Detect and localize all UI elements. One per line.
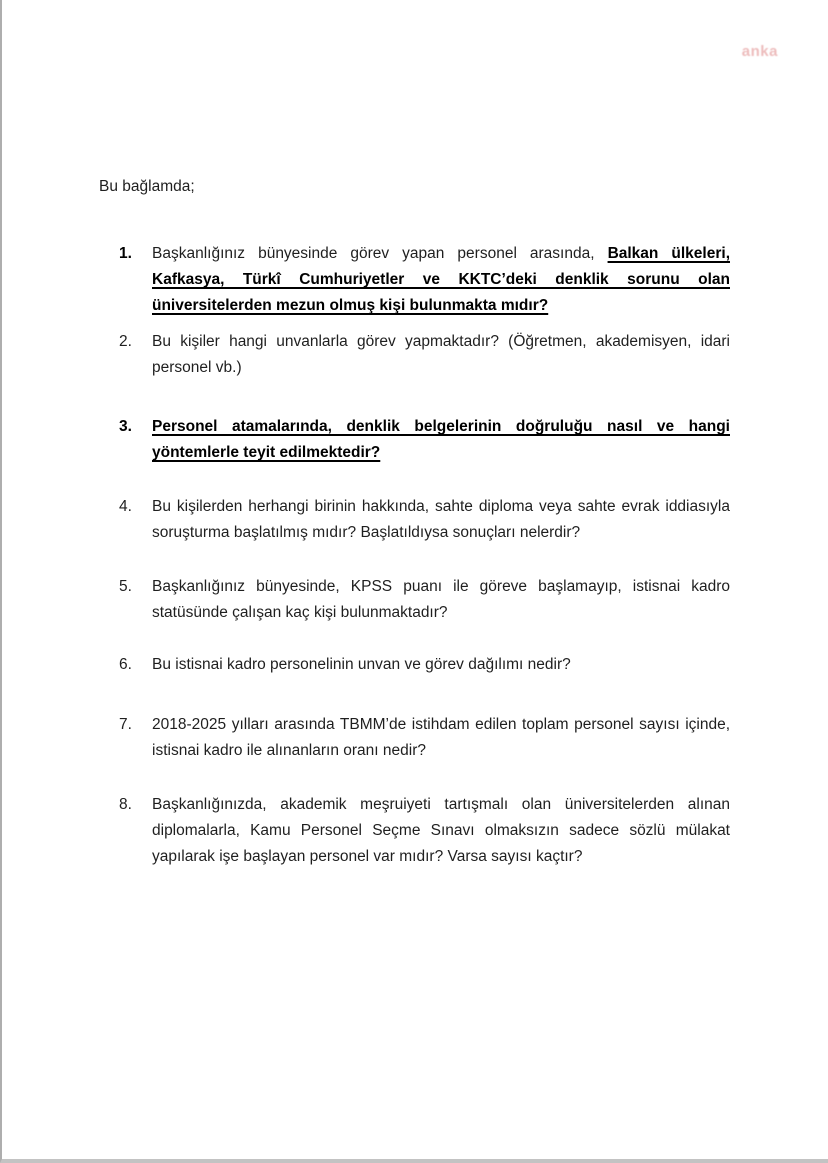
question-number: 1. bbox=[119, 245, 132, 262]
question-emphasis-segment: Personel atamalarında, denklik belgelerinin doğruluğu nasıl ve hangi yöntemlerle teyit edilmektedir? bbox=[152, 418, 730, 461]
question-plain-segment: Bu istisnai kadro personelinin unvan ve görev dağılımı nedir? bbox=[152, 656, 571, 673]
question-number: 8. bbox=[119, 796, 132, 813]
question-item bbox=[119, 494, 730, 546]
question-item bbox=[119, 414, 730, 466]
question-number: 3. bbox=[119, 418, 132, 435]
question-item bbox=[119, 792, 730, 870]
question-item bbox=[119, 712, 730, 764]
question-number: 5. bbox=[119, 578, 132, 595]
question-number: 7. bbox=[119, 716, 132, 733]
question-number: 2. bbox=[119, 333, 132, 350]
question-text bbox=[152, 712, 730, 764]
question-text bbox=[152, 574, 730, 626]
question-text bbox=[152, 652, 730, 678]
question-number: 4. bbox=[119, 498, 132, 515]
question-plain-segment: Başkanlığınızda, akademik meşruiyeti tartışmalı olan üniversitelerden alınan diplomalarla, Kamu Personel Seçme Sınavı olmaksızın sadece sözlü mülakat yapılarak işe başlayan personel var mıdır? Varsa sayısı kaçtır? bbox=[152, 796, 730, 865]
question-text bbox=[152, 494, 730, 546]
question-list bbox=[119, 241, 730, 870]
question-item bbox=[119, 329, 730, 381]
question-plain-segment: Başkanlığınız bünyesinde görev yapan personel arasında, bbox=[152, 245, 608, 262]
question-text bbox=[152, 792, 730, 870]
question-plain-segment: Başkanlığınız bünyesinde, KPSS puanı ile göreve başlamayıp, istisnai kadro statüsünde çalışan kaç kişi bulunmaktadır? bbox=[152, 578, 730, 621]
intro-text: Bu bağlamda; bbox=[99, 178, 195, 195]
question-text bbox=[152, 241, 730, 319]
question-item bbox=[119, 574, 730, 626]
anka-watermark: anka bbox=[741, 43, 778, 60]
question-emphasis-segment: Balkan ülkeleri, Kafkasya, Türkî Cumhuriyetler ve KKTC’deki denklik sorunu olan üniversitelerden mezun olmuş kişi bulunmakta mıdır? bbox=[152, 245, 730, 314]
question-item bbox=[119, 652, 730, 678]
question-text bbox=[152, 329, 730, 381]
question-plain-segment: Bu kişilerden herhangi birinin hakkında, sahte diploma veya sahte evrak iddiasıyla soruşturma başlatılmış mıdır? Başlatıldıysa sonuçları nelerdir? bbox=[152, 498, 730, 541]
question-plain-segment: 2018-2025 yılları arasında TBMM’de istihdam edilen toplam personel sayısı içinde, istisnai kadro ile alınanların oranı nedir? bbox=[152, 716, 730, 759]
question-number: 6. bbox=[119, 656, 132, 673]
question-text bbox=[152, 414, 730, 466]
question-plain-segment: Bu kişiler hangi unvanlarla görev yapmaktadır? (Öğretmen, akademisyen, idari personel vb.) bbox=[152, 333, 730, 376]
question-item bbox=[119, 241, 730, 319]
